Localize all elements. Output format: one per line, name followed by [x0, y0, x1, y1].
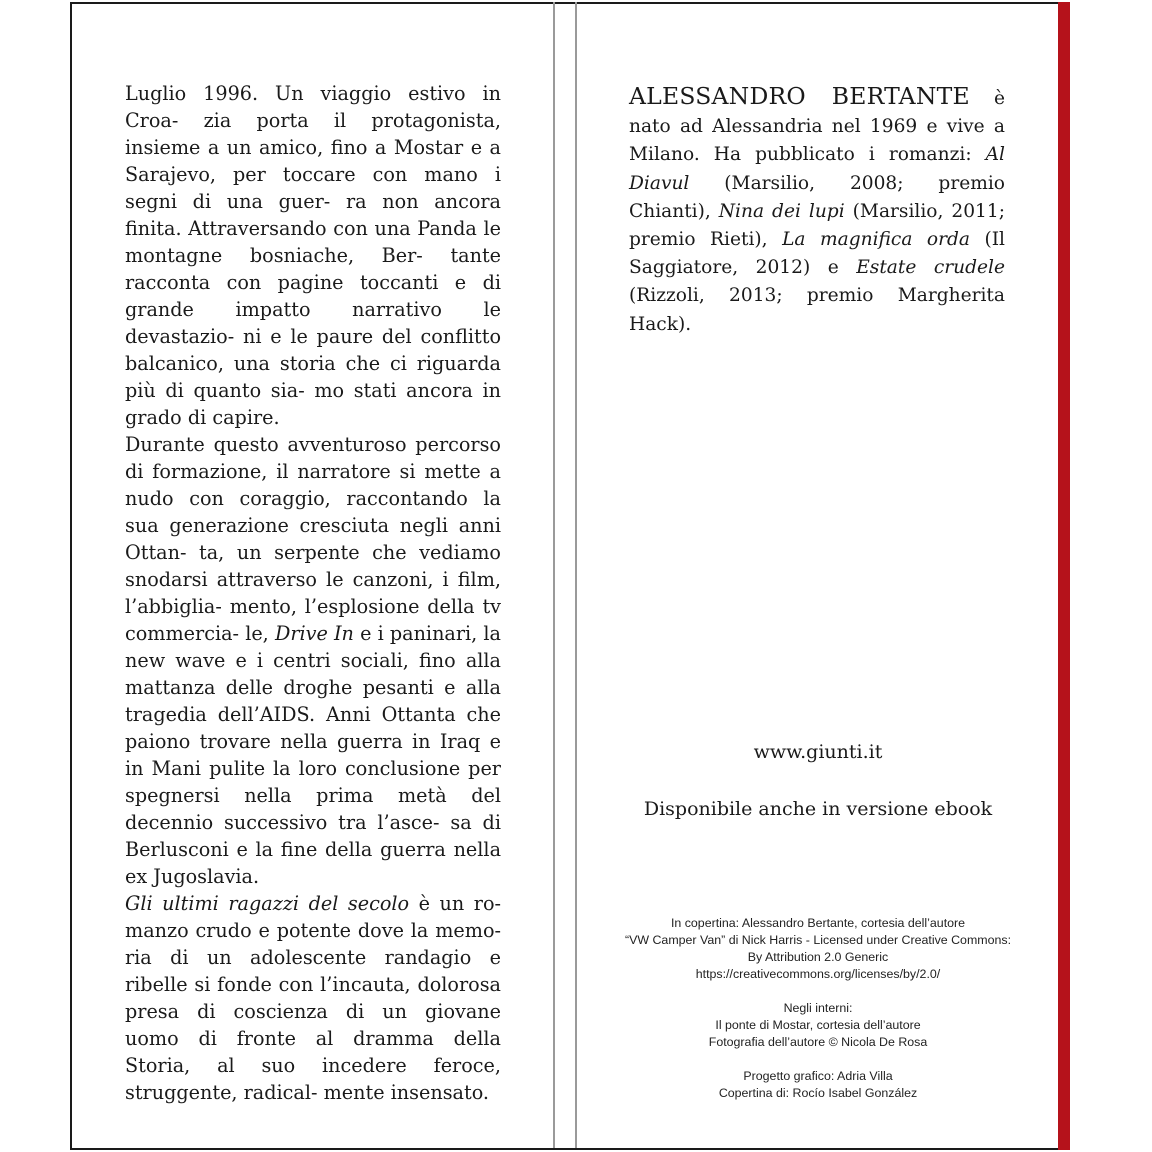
design-credits: Progetto grafico: Adria Villa Copertina di: Rocío Isabel González [718, 1069, 918, 1100]
interior-credits: Negli interni: Il ponte di Mostar, cortesia dell’autore Fotografia dell’autore © Nicola De Rosa [708, 1001, 928, 1049]
book-title-estate-crudele: Estate crudele [856, 257, 1005, 279]
book-title-nina-dei-lupi: Nina dei lupi [718, 200, 845, 222]
red-edge-strip [1058, 2, 1070, 1150]
cover-credits: In copertina: Alessandro Bertante, cortesia dell’autore “VW Camper Van” di Nick Harris - Licensed under Creative Commons: By Attribution 2.0 Generic https://creativecommons.org/licenses/by/2.0/ [580, 915, 1056, 983]
blurb-paragraph-3: Gli ultimi ragazzi del secolo è un ro- manzo crudo e potente dove la memo- ria di un adolescente randagio e ribelle si fonde con l’incauta, dolorosa presa di coscienza di un giovane uomo di fronte al dramma della Storia, al suo incedere feroce, struggente, radical- mente insensato. [125, 892, 501, 1104]
author-bio: ALESSANDRO BERTANTE è nato ad Alessandria nel 1969 e vive a Milano. Ha pubblicato i romanzi: Al Diavul (Marsilio, 2008; premio Chianti), Nina dei lupi (Marsilio, 2011; premio Rieti), La magnifica orda (Il Saggiatore, 2012) e Estate crudele (Rizzoli, 2013; premio Margherita Hack). [629, 82, 1005, 335]
book-title: Gli ultimi ragazzi del secolo [125, 892, 410, 915]
book-title-la-magnifica-orda: La magnifica orda [782, 229, 970, 251]
left-flap-blurb [125, 80, 501, 1106]
author-name: ALESSANDRO BERTANTE [629, 82, 970, 110]
blurb-paragraph-2: Durante questo avventuroso percorso di formazione, il narratore si mette a nudo con coraggio, raccontando la sua generazione cresciuta negli anni Ottan- ta, un serpente che vediamo snodarsi attraverso le canzoni, i film, l’abbiglia- mento, l’esplosione della tv commercia- le, Drive In e i paninari, la new wave e i centri sociali, fino alla mattanza delle droghe pesanti e alla tragedia dell’AIDS. Anni Ottanta che paiono trovare nella guerra in Iraq e in Mani pulite la loro conclusione per spegnersi nella prima metà del decennio successivo tra l’asce- sa di Berlusconi e la fine della guerra nella ex Jugoslavia. [125, 433, 502, 888]
publisher-website[interactable]: www.giunti.it [753, 741, 883, 763]
license-link[interactable]: https://creativecommons.org/licenses/by/2.0/ [695, 967, 941, 981]
blurb-paragraph-1: Luglio 1996. Un viaggio estivo in Croa- zia porta il protagonista, insieme a un amico, fino a Mostar e a Sarajevo, per toccare con mano i segni di una guer- ra non ancora finita. Attraversando con una Panda le montagne bosniache, Ber- tante racconta con pagine toccanti e di grande impatto narrativo le devastazio- ni e le paure del conflitto balcanico, una storia che ci riguarda più di quanto sia- mo stati ancora in grado di capire. [125, 82, 502, 429]
ebook-availability: Disponibile anche in versione ebook [643, 798, 993, 820]
title-drive-in: Drive In [274, 622, 354, 645]
fold-line-right [575, 2, 577, 1148]
fold-line-left [553, 2, 555, 1148]
book-title-al-diavul: Al Diavul [629, 144, 1005, 194]
